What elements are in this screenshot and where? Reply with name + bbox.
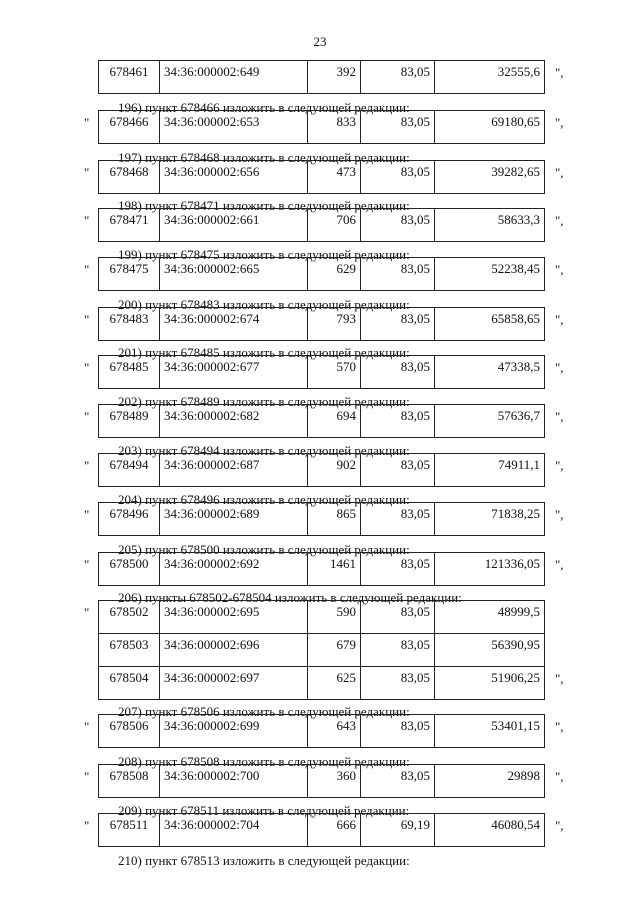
area-cell: 392 [308, 61, 361, 94]
record-table [98, 453, 545, 487]
amount-cell: 69180,65 [435, 111, 545, 144]
area-cell: 833 [308, 111, 361, 144]
closing-quote: ", [555, 165, 564, 180]
amount-cell: 29898 [435, 765, 545, 798]
record-number-cell: 678468 [99, 161, 160, 194]
opening-quote: " [84, 769, 90, 784]
rate-cell: 83,05 [361, 601, 435, 634]
record-number-cell: 678475 [99, 258, 160, 291]
rate-cell: 83,05 [361, 258, 435, 291]
record-table [98, 257, 545, 291]
closing-quote: ", [555, 507, 564, 522]
amount-cell: 48999,5 [435, 601, 545, 634]
area-cell: 625 [308, 667, 361, 700]
cadastral-number-cell: 34:36:000002:656 [160, 161, 308, 194]
table-row [99, 209, 545, 242]
cadastral-number-cell: 34:36:000002:689 [160, 503, 308, 536]
opening-quote: " [84, 262, 90, 277]
area-cell: 679 [308, 634, 361, 667]
record-number-cell: 678511 [99, 814, 160, 847]
record-number-cell: 678466 [99, 111, 160, 144]
page-number: 23 [313, 34, 327, 49]
opening-quote: " [84, 605, 90, 620]
record-number-cell: 678489 [99, 405, 160, 438]
record-table [98, 764, 545, 798]
area-cell: 793 [308, 308, 361, 341]
amendment-instruction: 206) пункты 678502-678504 изложить в следующей редакции: [118, 590, 462, 605]
rate-cell: 83,05 [361, 503, 435, 536]
table-row [99, 308, 545, 341]
closing-quote: ", [555, 262, 564, 277]
amendment-instruction: 199) пункт 678475 изложить в следующей редакции: [118, 247, 410, 262]
cadastral-number-cell: 34:36:000002:704 [160, 814, 308, 847]
table-row [99, 405, 545, 438]
amendment-instruction: 201) пункт 678485 изложить в следующей редакции: [118, 345, 410, 360]
record-table [98, 714, 545, 748]
amendment-instruction: 196) пункт 678466 изложить в следующей редакции: [118, 100, 410, 115]
amount-cell: 121336,05 [435, 553, 545, 586]
amount-cell: 52238,45 [435, 258, 545, 291]
rate-cell: 83,05 [361, 161, 435, 194]
record-number-cell: 678506 [99, 715, 160, 748]
amendment-instruction: 200) пункт 678483 изложить в следующей редакции: [118, 297, 410, 312]
rate-cell: 83,05 [361, 356, 435, 389]
closing-quote: ", [555, 769, 564, 784]
cadastral-number-cell: 34:36:000002:649 [160, 61, 308, 94]
amount-cell: 58633,3 [435, 209, 545, 242]
table-row [99, 356, 545, 389]
rate-cell: 83,05 [361, 634, 435, 667]
amount-cell: 39282,65 [435, 161, 545, 194]
amount-cell: 53401,15 [435, 715, 545, 748]
closing-quote: ", [555, 458, 564, 473]
closing-quote: ", [555, 360, 564, 375]
cadastral-number-cell: 34:36:000002:687 [160, 454, 308, 487]
area-cell: 629 [308, 258, 361, 291]
opening-quote: " [84, 360, 90, 375]
record-number-cell: 678508 [99, 765, 160, 798]
amount-cell: 65858,65 [435, 308, 545, 341]
area-cell: 666 [308, 814, 361, 847]
opening-quote: " [84, 409, 90, 424]
table-row [99, 634, 545, 667]
record-table [98, 404, 545, 438]
table-row [99, 715, 545, 748]
closing-quote: ", [555, 115, 564, 130]
opening-quote: " [84, 818, 90, 833]
rate-cell: 83,05 [361, 454, 435, 487]
table-row [99, 814, 545, 847]
table-row [99, 553, 545, 586]
opening-quote: " [84, 557, 90, 572]
rate-cell: 83,05 [361, 209, 435, 242]
record-number-cell: 678471 [99, 209, 160, 242]
closing-quote: ", [555, 818, 564, 833]
record-table [98, 160, 545, 194]
record-number-cell: 678502 [99, 601, 160, 634]
table-row [99, 258, 545, 291]
amendment-instruction: 197) пункт 678468 изложить в следующей редакции: [118, 150, 410, 165]
closing-quote: ", [555, 213, 564, 228]
cadastral-number-cell: 34:36:000002:665 [160, 258, 308, 291]
record-table [98, 813, 545, 847]
record-number-cell: 678500 [99, 553, 160, 586]
area-cell: 706 [308, 209, 361, 242]
closing-quote: ", [555, 312, 564, 327]
record-table [98, 600, 545, 700]
amendment-instruction: 198) пункт 678471 изложить в следующей редакции: [118, 198, 410, 213]
rate-cell: 83,05 [361, 667, 435, 700]
rate-cell: 83,05 [361, 765, 435, 798]
rate-cell: 69,19 [361, 814, 435, 847]
closing-quote: ", [555, 719, 564, 734]
rate-cell: 83,05 [361, 111, 435, 144]
opening-quote: " [84, 165, 90, 180]
amount-cell: 56390,95 [435, 634, 545, 667]
cadastral-number-cell: 34:36:000002:682 [160, 405, 308, 438]
table-row [99, 765, 545, 798]
record-table [98, 355, 545, 389]
amount-cell: 51906,25 [435, 667, 545, 700]
record-table [98, 60, 545, 94]
amendment-instruction: 210) пункт 678513 изложить в следующей редакции: [118, 853, 410, 868]
amendment-instruction: 208) пункт 678508 изложить в следующей редакции: [118, 754, 410, 769]
amendment-instruction: 204) пункт 678496 изложить в следующей редакции: [118, 492, 410, 507]
cadastral-number-cell: 34:36:000002:695 [160, 601, 308, 634]
cadastral-number-cell: 34:36:000002:677 [160, 356, 308, 389]
amendment-instruction: 202) пункт 678489 изложить в следующей редакции: [118, 394, 410, 409]
opening-quote: " [84, 115, 90, 130]
cadastral-number-cell: 34:36:000002:674 [160, 308, 308, 341]
table-row [99, 503, 545, 536]
record-table [98, 307, 545, 341]
amount-cell: 47338,5 [435, 356, 545, 389]
area-cell: 590 [308, 601, 361, 634]
amount-cell: 57636,7 [435, 405, 545, 438]
amendment-instruction: 205) пункт 678500 изложить в следующей редакции: [118, 542, 410, 557]
amendment-instruction: 209) пункт 678511 изложить в следующей редакции: [118, 803, 410, 818]
amendment-instruction: 203) пункт 678494 изложить в следующей редакции: [118, 443, 410, 458]
record-number-cell: 678483 [99, 308, 160, 341]
cadastral-number-cell: 34:36:000002:661 [160, 209, 308, 242]
record-table [98, 110, 545, 144]
area-cell: 902 [308, 454, 361, 487]
area-cell: 570 [308, 356, 361, 389]
closing-quote: ", [555, 65, 564, 80]
closing-quote: ", [555, 671, 564, 686]
rate-cell: 83,05 [361, 405, 435, 438]
opening-quote: " [84, 213, 90, 228]
amount-cell: 32555,6 [435, 61, 545, 94]
record-number-cell: 678485 [99, 356, 160, 389]
area-cell: 1461 [308, 553, 361, 586]
table-row [99, 601, 545, 634]
record-number-cell: 678461 [99, 61, 160, 94]
cadastral-number-cell: 34:36:000002:699 [160, 715, 308, 748]
area-cell: 473 [308, 161, 361, 194]
amount-cell: 74911,1 [435, 454, 545, 487]
area-cell: 643 [308, 715, 361, 748]
amount-cell: 46080,54 [435, 814, 545, 847]
table-row [99, 61, 545, 94]
cadastral-number-cell: 34:36:000002:697 [160, 667, 308, 700]
record-number-cell: 678494 [99, 454, 160, 487]
table-row [99, 111, 545, 144]
closing-quote: ", [555, 557, 564, 572]
table-row [99, 667, 545, 700]
area-cell: 360 [308, 765, 361, 798]
cadastral-number-cell: 34:36:000002:696 [160, 634, 308, 667]
record-number-cell: 678504 [99, 667, 160, 700]
rate-cell: 83,05 [361, 553, 435, 586]
closing-quote: ", [555, 409, 564, 424]
rate-cell: 83,05 [361, 715, 435, 748]
area-cell: 694 [308, 405, 361, 438]
amount-cell: 71838,25 [435, 503, 545, 536]
record-table [98, 552, 545, 586]
cadastral-number-cell: 34:36:000002:692 [160, 553, 308, 586]
opening-quote: " [84, 312, 90, 327]
cadastral-number-cell: 34:36:000002:653 [160, 111, 308, 144]
area-cell: 865 [308, 503, 361, 536]
opening-quote: " [84, 507, 90, 522]
rate-cell: 83,05 [361, 61, 435, 94]
opening-quote: " [84, 719, 90, 734]
opening-quote: " [84, 458, 90, 473]
amendment-instruction: 207) пункт 678506 изложить в следующей редакции: [118, 704, 410, 719]
rate-cell: 83,05 [361, 308, 435, 341]
record-table [98, 502, 545, 536]
cadastral-number-cell: 34:36:000002:700 [160, 765, 308, 798]
table-row [99, 454, 545, 487]
record-number-cell: 678503 [99, 634, 160, 667]
table-row [99, 161, 545, 194]
record-table [98, 208, 545, 242]
record-number-cell: 678496 [99, 503, 160, 536]
